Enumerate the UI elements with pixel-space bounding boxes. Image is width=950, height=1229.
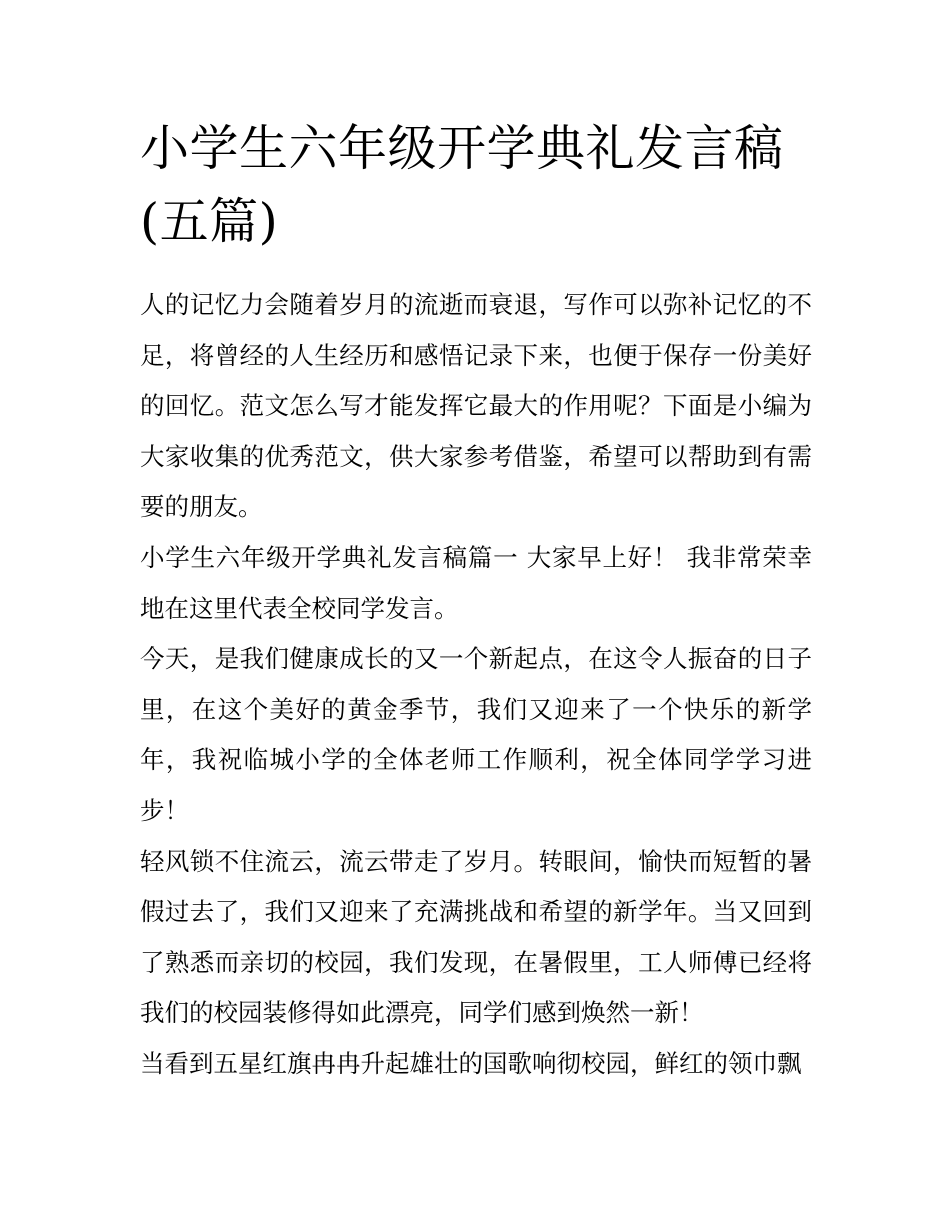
paragraph-greeting: 小学生六年级开学典礼发言稿篇一 大家早上好！ 我非常荣幸地在这里代表全校同学发言。 [140, 542, 812, 623]
document-page [140, 112, 812, 1090]
paragraph-summer: 轻风锁不住流云，流云带走了岁月。转眼间，愉快而短暂的暑假过去了，我们又迎来了充满挑战和希望的新学年。当又回到了熟悉而亲切的校园，我们发现，在暑假里，工人师傅已经将我们的校园装修得如此漂亮，同学们感到焕然一新！ [140, 846, 812, 1028]
document-body [140, 280, 812, 1090]
document-title: 小学生六年级开学典礼发言稿(五篇) [140, 120, 784, 250]
paragraph-flag: 当看到五星红旗冉冉升起雄壮的国歌响彻校园，鲜红的领巾飘 [140, 1048, 802, 1078]
paragraph-new-start: 今天，是我们健康成长的又一个新起点，在这令人振奋的日子里，在这个美好的黄金季节，我们又迎来了一个快乐的新学年，我祝临城小学的全体老师工作顺利，祝全体同学学习进步！ [140, 644, 812, 825]
paragraph-intro: 人的记忆力会随着岁月的流逝而衰退，写作可以弥补记忆的不足，将曾经的人生经历和感悟记录下来，也便于保存一份美好的回忆。范文怎么写才能发挥它最大的作用呢？下面是小编为大家收集的优秀范文，供大家参考借鉴，希望可以帮助到有需要的朋友。 [140, 290, 812, 522]
